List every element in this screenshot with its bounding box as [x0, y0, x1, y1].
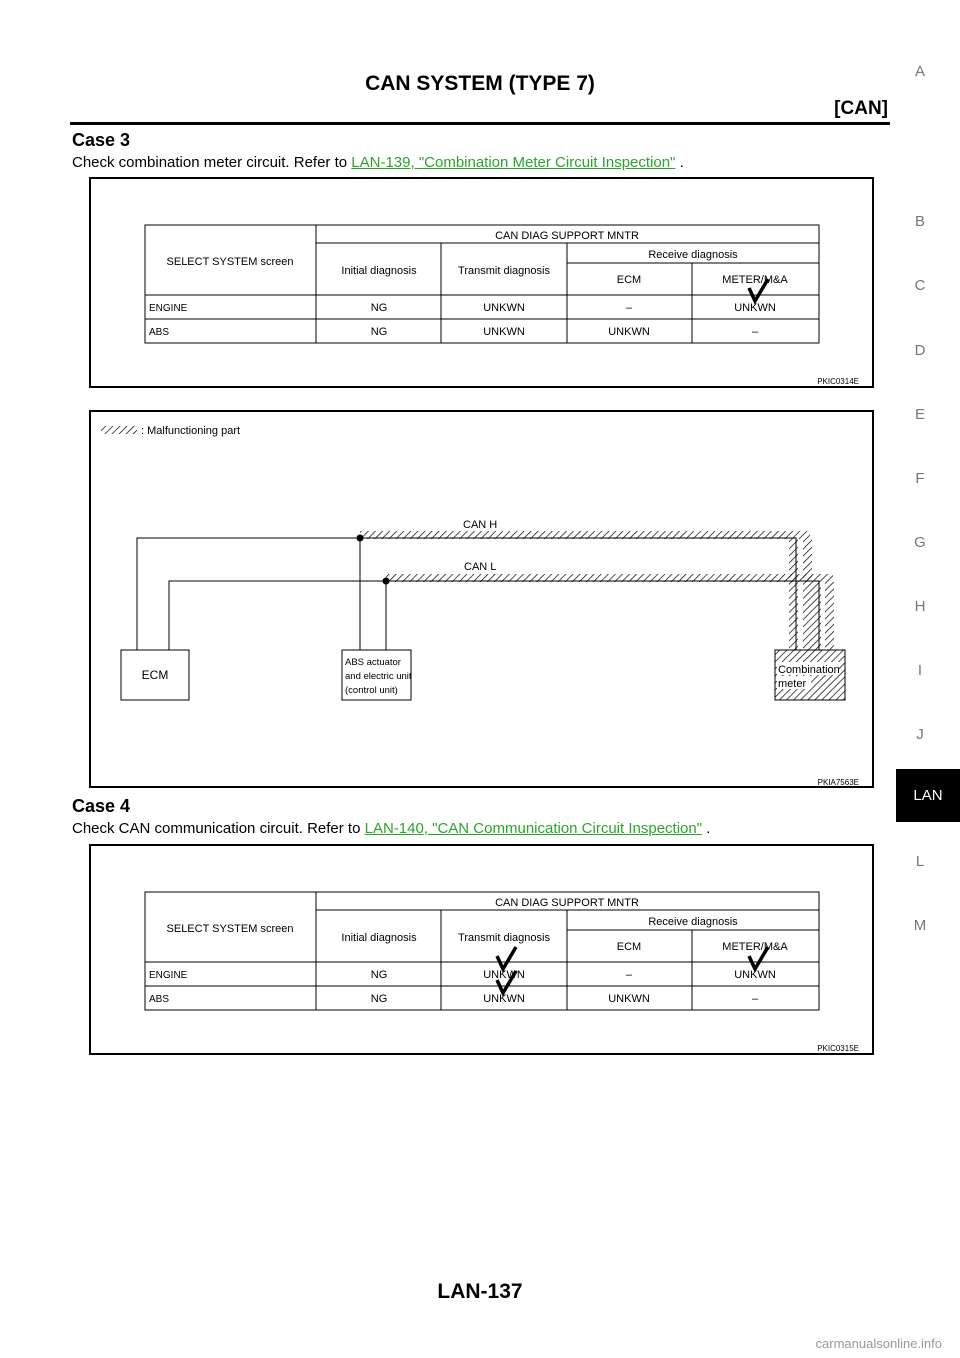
check-mark-icon	[497, 947, 516, 969]
figure-code: PKIC0315E	[817, 1044, 859, 1053]
abs-label-3: (control unit)	[345, 685, 398, 696]
t1-r1-c3: UNKWN	[483, 302, 525, 314]
t1-r1-c5: UNKWN	[734, 302, 776, 314]
watermark: carmanualsonline.info	[815, 1336, 942, 1351]
th-initial: Initial diagnosis	[341, 265, 417, 277]
side-tab-b[interactable]: B	[914, 213, 925, 230]
case3-table-figure	[89, 177, 874, 388]
ecm-label: ECM	[141, 668, 169, 682]
t1-r2-c5: –	[751, 326, 759, 338]
case3-table-svg	[91, 179, 876, 390]
side-tab-i[interactable]: I	[917, 662, 923, 679]
side-tab-a[interactable]: A	[914, 63, 925, 80]
legend-hatch-swatch	[101, 426, 137, 434]
wiring-diagram-figure	[89, 410, 874, 788]
th-mntr: CAN DIAG SUPPORT MNTR	[495, 897, 639, 909]
can-l-wire	[169, 581, 819, 650]
t2-r2-c5: –	[751, 993, 759, 1005]
case3-heading: Case 3	[72, 130, 131, 150]
th-ecm: ECM	[616, 274, 642, 286]
side-tab-f[interactable]: F	[915, 470, 925, 487]
case3-ref-end: .	[675, 154, 684, 171]
th-initial: Initial diagnosis	[341, 932, 417, 944]
t2-r2-c3: UNKWN	[483, 993, 525, 1005]
side-tab-e[interactable]: E	[914, 406, 925, 423]
t1-r2-c4: UNKWN	[608, 326, 650, 338]
t2-r1-c5: UNKWN	[734, 969, 776, 981]
can-l-junction-icon	[383, 578, 390, 585]
legend-label: : Malfunctioning part	[141, 425, 241, 437]
t1-r1-c2: NG	[370, 302, 388, 314]
can-h-wire	[137, 538, 796, 650]
abs-label-1: ABS actuator	[345, 657, 401, 668]
t2-r2-c1: ABS	[149, 994, 170, 1005]
t2-r1-c3: UNKWN	[483, 969, 525, 981]
side-tab-l[interactable]: L	[915, 853, 925, 870]
t1-r2-c3: UNKWN	[483, 326, 525, 338]
t2-r2-c4: UNKWN	[608, 993, 650, 1005]
can-h-label: CAN H	[463, 519, 498, 531]
header-rule	[70, 122, 890, 125]
side-tab-lan-active[interactable]: LAN	[896, 769, 960, 822]
t1-r2-c2: NG	[370, 326, 388, 338]
t1-r1-c1: ENGINE	[149, 303, 188, 314]
case4-ref-text: Check CAN communication circuit. Refer to	[72, 820, 365, 837]
figure-code: PKIC0314E	[817, 377, 859, 386]
side-tab-j[interactable]: J	[916, 726, 924, 743]
case3-reference	[72, 154, 684, 171]
meter-label-1: Combination	[778, 664, 840, 676]
case3-ref-text: Check combination meter circuit. Refer to	[72, 154, 352, 171]
th-transmit: Transmit diagnosis	[458, 265, 550, 277]
th-transmit: Transmit diagnosis	[458, 932, 550, 944]
side-tab-g[interactable]: G	[914, 534, 926, 551]
can-h-junction-icon	[357, 535, 364, 542]
figure-code: PKIA7563E	[817, 778, 859, 787]
can-l-label: CAN L	[464, 561, 497, 573]
side-tab-d[interactable]: D	[914, 342, 926, 359]
t1-r1-c4: –	[625, 302, 633, 314]
side-tab-c[interactable]: C	[914, 277, 926, 294]
meter-l-hatch-2	[825, 582, 834, 650]
meter-h-hatch-1	[789, 539, 798, 650]
th-mntr: CAN DIAG SUPPORT MNTR	[495, 230, 639, 242]
t2-r2-c2: NG	[370, 993, 388, 1005]
th-receive: Receive diagnosis	[648, 916, 738, 928]
meter-h-hatch-2	[803, 539, 812, 650]
case3-link[interactable]: LAN-139, "Combination Meter Circuit Inspection"	[351, 154, 676, 171]
t2-r1-c1: ENGINE	[149, 970, 188, 981]
meter-label-2: meter	[778, 678, 807, 690]
t2-r1-c4: –	[625, 969, 633, 981]
abs-label-2: and electric unit	[345, 671, 412, 682]
meter-l-hatch-1	[812, 582, 821, 650]
th-select: SELECT SYSTEM screen	[166, 923, 294, 935]
th-ecm: ECM	[616, 941, 642, 953]
case4-ref-end: .	[702, 820, 711, 837]
th-meter: METER/M&A	[722, 274, 788, 286]
case4-table-figure	[89, 844, 874, 1055]
page-number: LAN-137	[437, 1280, 523, 1303]
side-tab-h[interactable]: H	[914, 598, 926, 615]
th-select: SELECT SYSTEM screen	[166, 256, 294, 268]
case4-link[interactable]: LAN-140, "CAN Communication Circuit Inspection"	[364, 820, 703, 837]
wiring-diagram-svg	[91, 412, 876, 790]
case4-reference	[72, 820, 710, 837]
case4-table-svg	[91, 846, 876, 1057]
page-title: CAN SYSTEM (TYPE 7)	[365, 72, 595, 95]
t2-r1-c2: NG	[370, 969, 388, 981]
th-receive: Receive diagnosis	[648, 249, 738, 261]
th-meter: METER/M&A	[722, 941, 788, 953]
side-tab-m[interactable]: M	[913, 917, 927, 934]
t1-r2-c1: ABS	[149, 327, 170, 338]
section-label: [CAN]	[834, 98, 888, 119]
case4-heading: Case 4	[72, 796, 131, 816]
